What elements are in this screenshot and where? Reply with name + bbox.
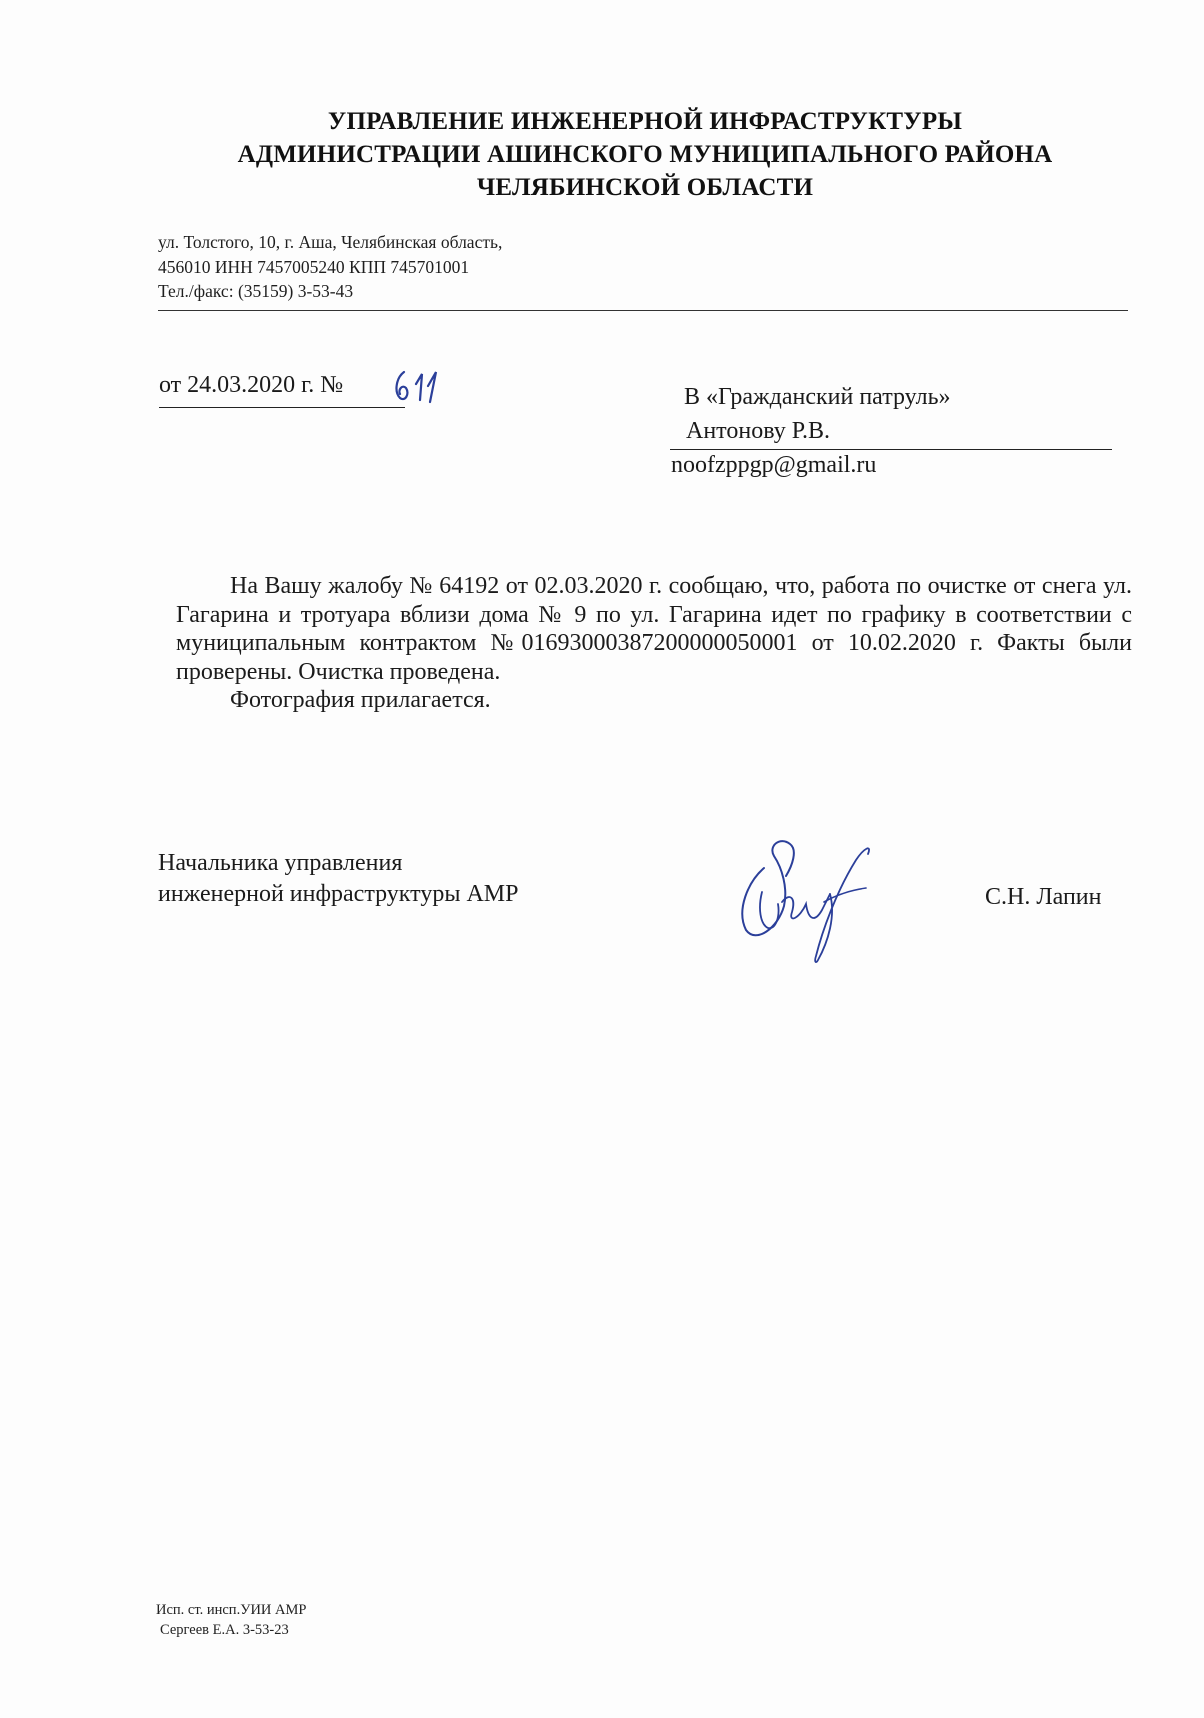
signer-name: С.Н. Лапин — [985, 884, 1102, 910]
header-line-3: ЧЕЛЯБИНСКОЙ ОБЛАСТИ — [476, 174, 814, 201]
header-divider — [158, 310, 1128, 311]
executor-position: Исп. ст. инсп.УИИ АМР — [156, 1602, 307, 1618]
recipient-email: noofzppgp@gmail.ru — [671, 452, 877, 478]
executor-contact: Сергеев Е.А. 3-53-23 — [160, 1622, 289, 1638]
address-line-1: ул. Толстого, 10, г. Аша, Челябинская область, — [158, 232, 503, 252]
outgoing-date: от 24.03.2020 г. № — [159, 372, 344, 398]
header-line-1: УПРАВЛЕНИЕ ИНЖЕНЕРНОЙ ИНФРАСТРУКТУРЫ — [327, 108, 963, 135]
handwritten-signature — [718, 832, 888, 966]
date-underline — [159, 407, 405, 408]
body-paragraph: На Вашу жалобу № 64192 от 02.03.2020 г. сообщаю, что, работа по очистке от снега ул. Гагарина и тротуара вблизи дома № 9 по ул. Гагарина идет по графику в соответствии с муниципальным контрактом №0169300038720000005000​1 от 10.02.2020 г. Факты были проверены. Очистка проведена. — [176, 573, 1132, 685]
body-paragraph-attachment: Фотография прилагается. — [230, 687, 491, 713]
header-line-2: АДМИНИСТРАЦИИ АШИНСКОГО МУНИЦИПАЛЬНОГО РАЙОНА — [237, 141, 1053, 168]
handwritten-number — [392, 362, 444, 410]
recipient-organization: В «Гражданский патруль» — [684, 384, 951, 410]
address-phone: Тел./факс: (35159) 3-53-43 — [158, 281, 354, 301]
executor-note — [156, 1600, 306, 1640]
recipient-underline — [670, 449, 1112, 450]
letter-body — [176, 572, 1132, 715]
signatory-title-line-2: инженерной инфраструктуры АМР — [158, 881, 519, 907]
address-line-2: 456010 ИНН 7457005240 КПП 745701001 — [158, 257, 470, 277]
recipient-name: Антонову Р.В. — [686, 418, 831, 444]
signatory-title — [158, 848, 518, 910]
signatory-title-line-1: Начальника управления — [158, 850, 403, 876]
